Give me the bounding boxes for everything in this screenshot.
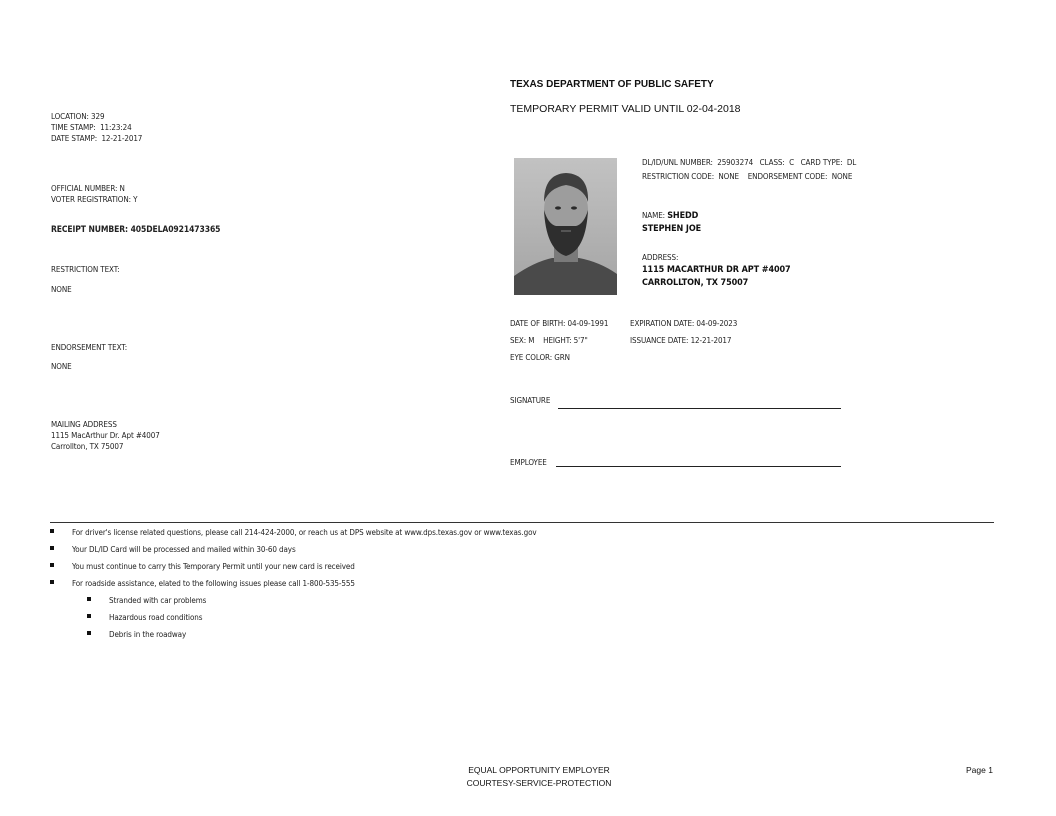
bullet-icon (50, 563, 54, 567)
endorsement-text-label: ENDORSEMENT TEXT: (51, 343, 128, 352)
name-label: NAME: (642, 211, 665, 220)
note-text: For roadside assistance, elated to the following issues please call 1-800-535-555 (72, 579, 355, 588)
date-stamp-label: DATE STAMP: (51, 134, 98, 143)
employee-label: EMPLOYEE (510, 458, 547, 467)
receipt-number-label: RECEIPT NUMBER: (51, 225, 128, 235)
license-photo (514, 158, 617, 295)
voter-registration-label: VOTER REGISTRATION: (51, 195, 131, 204)
expiration-label: EXPIRATION DATE: (630, 319, 695, 328)
eye-color-value: GRN (554, 353, 570, 362)
permit-date: 02-04-2018 (686, 103, 741, 115)
dob-label: DATE OF BIRTH: (510, 319, 566, 328)
address-label: ADDRESS: (642, 253, 679, 262)
sex-value: M (528, 336, 535, 345)
issuance-row (630, 335, 731, 346)
card-type-label: CARD TYPE: (800, 158, 843, 167)
note-sub-text: Debris in the roadway (109, 630, 187, 639)
first-names: STEPHEN JOE (642, 223, 702, 234)
signature-label: SIGNATURE (510, 396, 551, 405)
location-value: 329 (91, 112, 105, 121)
date-stamp-value: 12-21-2017 (101, 134, 143, 143)
footer-line1: EQUAL OPPORTUNITY EMPLOYER (468, 765, 610, 775)
restriction-code-value: NONE (718, 172, 739, 181)
employee-line (556, 466, 841, 467)
bullet-icon (87, 614, 91, 618)
official-voter (51, 183, 137, 205)
dl-info (642, 157, 856, 182)
mailing-address (51, 419, 160, 452)
card-type-value: DL (846, 158, 857, 167)
signature-line (558, 408, 841, 409)
restriction-text-label: RESTRICTION TEXT: (51, 265, 120, 274)
class-value: C (789, 158, 795, 167)
issuance-value: 12-21-2017 (690, 336, 732, 345)
time-stamp-label: TIME STAMP: (51, 123, 96, 132)
page-number: Page 1 (966, 765, 993, 775)
official-number-label: OFFICIAL NUMBER: (51, 184, 118, 193)
bullet-icon (50, 529, 54, 533)
permit-prefix: TEMPORARY PERMIT VALID UNTIL (510, 103, 687, 115)
dob-row (510, 318, 608, 329)
location-label: LOCATION: (51, 112, 89, 121)
note-text: Your DL/ID Card will be processed and mailed within 30-60 days (72, 545, 296, 554)
sex-label: SEX: (510, 336, 527, 345)
official-number-value: N (119, 184, 125, 193)
endorsement-text-value: NONE (51, 362, 72, 371)
class-label: CLASS: (759, 158, 785, 167)
receipt-number (51, 225, 220, 236)
dob-value: 04-09-1991 (567, 319, 609, 328)
name-block (642, 210, 701, 235)
mailing-address-line2: Carrollton, TX 75007 (51, 442, 124, 451)
portrait-image (514, 158, 617, 295)
restriction-code-label: RESTRICTION CODE: (642, 172, 715, 181)
eye-color-label: EYE COLOR: (510, 353, 553, 362)
last-name: SHEDD (667, 211, 699, 221)
sex-height-row (510, 335, 588, 346)
receipt-number-value: 405DELA0921473365 (130, 225, 221, 235)
bullet-icon (87, 631, 91, 635)
bullet-icon (50, 580, 54, 584)
section-divider (50, 522, 994, 523)
address-line1: 1115 MACARTHUR DR APT #4007 (642, 265, 791, 275)
voter-registration-value: Y (133, 195, 138, 204)
height-label: HEIGHT: (543, 336, 572, 345)
permit-validity (510, 103, 741, 115)
dl-number-label: DL/ID/UNL NUMBER: (642, 158, 713, 167)
mailing-address-label: MAILING ADDRESS (51, 420, 117, 429)
expiration-row (630, 318, 737, 329)
endorsement-code-value: NONE (831, 172, 853, 181)
dl-number-value: 25903274 (717, 158, 754, 167)
restriction-text-value: NONE (51, 285, 72, 294)
expiration-value: 04-09-2023 (696, 319, 738, 328)
note-sub-text: Hazardous road conditions (109, 613, 203, 622)
endorsement-code-label: ENDORSEMENT CODE: (747, 172, 828, 181)
bullet-icon (50, 546, 54, 550)
footer-line2: COURTESY-SERVICE-PROTECTION (466, 778, 612, 788)
agency-title: TEXAS DEPARTMENT OF PUBLIC SAFETY (510, 79, 714, 90)
footer-text (428, 765, 650, 788)
mailing-address-line1: 1115 MacArthur Dr. Apt #4007 (51, 431, 160, 440)
issuance-label: ISSUANCE DATE: (630, 336, 689, 345)
eye-color-row (510, 352, 570, 363)
height-value: 5'7" (573, 336, 588, 345)
bullet-icon (87, 597, 91, 601)
address-block (642, 252, 791, 289)
note-sub-text: Stranded with car problems (109, 596, 207, 605)
address-line2: CARROLLTON, TX 75007 (642, 277, 749, 288)
location-stamps (51, 111, 142, 144)
time-stamp-value: 11:23:24 (100, 123, 132, 132)
note-text: For driver's license related questions, please call 214-424-2000, or reach us at DPS website at www.dps.texas.gov or www.texas.gov (72, 528, 537, 537)
note-text: You must continue to carry this Temporary Permit until your new card is received (72, 562, 355, 571)
